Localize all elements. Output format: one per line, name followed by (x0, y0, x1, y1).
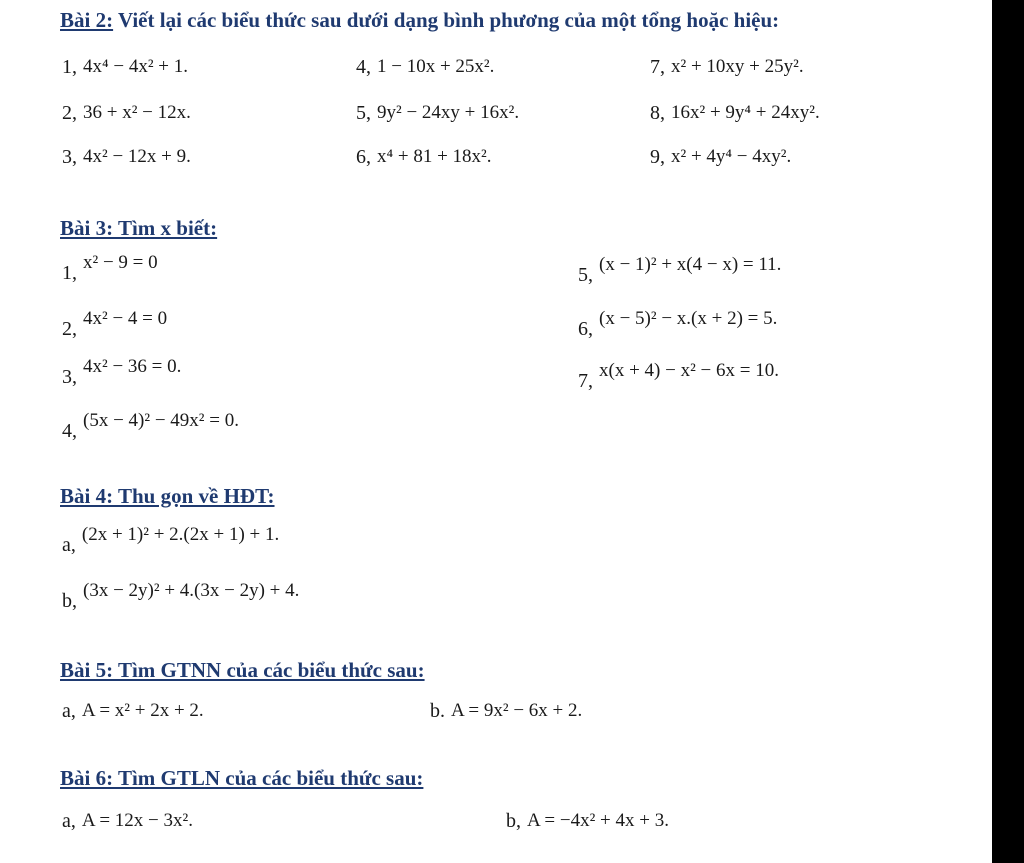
item-label: 6, (356, 146, 371, 168)
item-label: b. (430, 700, 445, 722)
bai3-item-3 (62, 356, 182, 389)
item-expression: x² + 4y⁴ − 4xy². (671, 146, 792, 167)
item-label: 4, (62, 420, 77, 442)
bai6-heading (60, 766, 423, 791)
item-label: 1, (62, 262, 77, 284)
bai2-title: Bài 2: (60, 8, 114, 32)
item-label: a, (62, 810, 76, 832)
bai6-title: Bài 6: Tìm GTLN của các biểu thức sau: (60, 766, 424, 790)
item-label: 1, (62, 56, 77, 78)
item-expression: 16x² + 9y⁴ + 24xy². (671, 102, 820, 123)
item-expression: (x − 5)² − x.(x + 2) = 5. (599, 308, 778, 329)
bai3-title: Bài 3: Tìm x biết: (60, 216, 218, 240)
bai4-title: Bài 4: Thu gọn về HĐT: (60, 484, 275, 508)
item-expression: x⁴ + 81 + 18x². (377, 146, 492, 167)
item-label: a, (62, 700, 76, 722)
item-expression: x² + 10xy + 25y². (671, 56, 804, 77)
bai2-item-1 (62, 56, 188, 79)
item-expression: A = −4x² + 4x + 3. (527, 810, 669, 831)
item-expression: 1 − 10x + 25x². (377, 56, 495, 77)
item-expression: (2x + 1)² + 2.(2x + 1) + 1. (81, 524, 280, 545)
bai2-item-8 (650, 102, 820, 125)
bai2-item-4 (356, 56, 494, 79)
item-label: 7, (578, 370, 593, 392)
item-label: 5, (578, 264, 593, 286)
item-label: 2, (62, 102, 77, 124)
bai4-heading (60, 484, 275, 509)
bai5-heading (60, 658, 425, 683)
bai3-item-7 (578, 360, 779, 393)
item-label: 7, (650, 56, 665, 78)
bai5-item-a (62, 700, 204, 723)
bai4-item-a (62, 524, 280, 557)
bai3-item-1 (62, 252, 158, 285)
bai2-title-rest: Viết lại các biểu thức sau dưới dạng bình phương của một tổng hoặc hiệu: (113, 8, 780, 32)
item-label: 3, (62, 146, 77, 168)
item-expression: 36 + x² − 12x. (83, 102, 191, 123)
bai2-item-5 (356, 102, 519, 125)
page-edge-bar (992, 0, 1024, 863)
item-label: b, (62, 590, 77, 612)
bai2-item-7 (650, 56, 804, 79)
bai2-item-3 (62, 146, 191, 169)
bai2-heading (60, 8, 779, 33)
bai3-item-5 (578, 254, 782, 287)
item-expression: A = 9x² − 6x + 2. (451, 700, 583, 721)
item-expression: (5x − 4)² − 49x² = 0. (83, 410, 239, 431)
bai2-item-9 (650, 146, 791, 169)
bai3-item-4 (62, 410, 239, 443)
item-expression: x(x + 4) − x² − 6x = 10. (599, 360, 779, 381)
item-expression: A = 12x − 3x². (81, 810, 193, 831)
item-expression: x² − 9 = 0 (83, 252, 158, 273)
bai2-item-2 (62, 102, 191, 125)
bai4-item-b (62, 580, 300, 613)
bai2-item-6 (356, 146, 492, 169)
item-expression: (3x − 2y)² + 4.(3x − 2y) + 4. (83, 580, 300, 601)
item-expression: 9y² − 24xy + 16x². (377, 102, 520, 123)
bai5-item-b (430, 700, 582, 723)
item-expression: A = x² + 2x + 2. (81, 700, 204, 721)
bai3-heading (60, 216, 217, 241)
item-expression: 4x² − 4 = 0 (83, 308, 168, 329)
bai6-item-a (62, 810, 193, 833)
bai3-item-6 (578, 308, 778, 341)
item-label: 2, (62, 318, 77, 340)
bai3-item-2 (62, 308, 168, 341)
item-label: 6, (578, 318, 593, 340)
bai5-title: Bài 5: Tìm GTNN của các biểu thức sau: (60, 658, 425, 682)
bai6-item-b (506, 810, 669, 833)
item-expression: 4x² − 36 = 0. (83, 356, 182, 377)
item-expression: 4x² − 12x + 9. (83, 146, 191, 167)
item-label: 4, (356, 56, 371, 78)
item-expression: 4x⁴ − 4x² + 1. (83, 56, 189, 77)
item-label: 9, (650, 146, 665, 168)
item-label: b, (506, 810, 521, 832)
item-expression: (x − 1)² + x(4 − x) = 11. (599, 254, 782, 275)
item-label: 3, (62, 366, 77, 388)
item-label: a, (62, 534, 76, 556)
item-label: 5, (356, 102, 371, 124)
item-label: 8, (650, 102, 665, 124)
